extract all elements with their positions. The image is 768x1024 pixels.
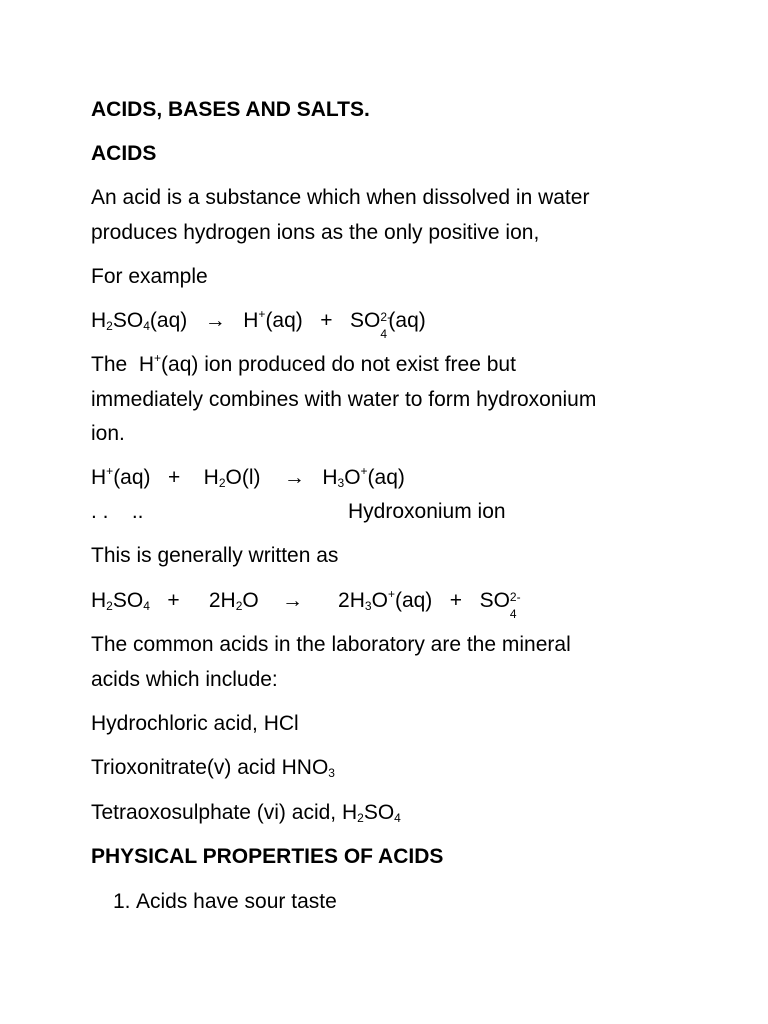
equation-dissociation: $H_2SO_4(aq) \to H^+(aq)$ + SO 2- 4 (aq) <box>91 307 426 341</box>
definition-line-1: An acid is a substance which when dissolved in water <box>91 186 590 209</box>
acid-hydrochloric: Hydrochloric acid, HCl <box>91 712 299 735</box>
acid-trioxonitrate-text: Trioxonitrate(v) acid HNO <box>91 756 329 779</box>
acid-tetraoxosulphate-subscript-1: 2 <box>357 811 364 825</box>
heading-physical-properties: PHYSICAL PROPERTIES OF ACIDS <box>91 845 444 868</box>
common-acids-line-1: The common acids in the laboratory are the mineral <box>91 633 571 656</box>
list-item-number: 1. <box>113 890 131 913</box>
generally-written-text: This is generally written as <box>91 544 339 567</box>
definition-line-2: produces hydrogen ions as the only positive ion, <box>91 221 540 244</box>
equation-hydroxonium: H+(aq) + $H_2O(l)$ → $H_3O^+(aq)$ <box>91 464 405 490</box>
explanation-line-1-end: (aq) ion produced do not exist free but <box>161 353 516 376</box>
document-title: ACIDS, BASES AND SALTS. <box>91 98 370 121</box>
hydroxonium-label: Hydroxonium ion <box>348 500 506 523</box>
heading-acids: ACIDS <box>91 142 157 165</box>
explanation-line-3: ion. <box>91 422 125 445</box>
acid-tetraoxosulphate-subscript-2: 4 <box>394 811 401 825</box>
dots-marker: . . .. <box>91 500 144 523</box>
for-example-text: For example <box>91 265 208 288</box>
acid-trioxonitrate-subscript: 3 <box>328 766 335 780</box>
explanation-line-1: The H+(aq) ion produced do not exist free but <box>91 351 516 376</box>
explanation-line-1-start: The H <box>91 353 155 376</box>
explanation-line-2: immediately combines with water to form hydroxonium <box>91 388 597 411</box>
common-acids-line-2: acids which include: <box>91 668 278 691</box>
equation-overall: $H_2SO_4$ + $2H_2O$ → $2H_3O^+(aq)$ + SO 2- 4 <box>91 587 521 621</box>
acid-tetraoxosulphate-text: Tetraoxosulphate (vi) acid, H <box>91 801 358 824</box>
acid-trioxonitrate <box>91 756 335 780</box>
acid-tetraoxosulphate <box>91 801 401 825</box>
list-item-text: Acids have sour taste <box>136 890 337 913</box>
acid-tetraoxosulphate-mid: SO <box>363 801 395 824</box>
